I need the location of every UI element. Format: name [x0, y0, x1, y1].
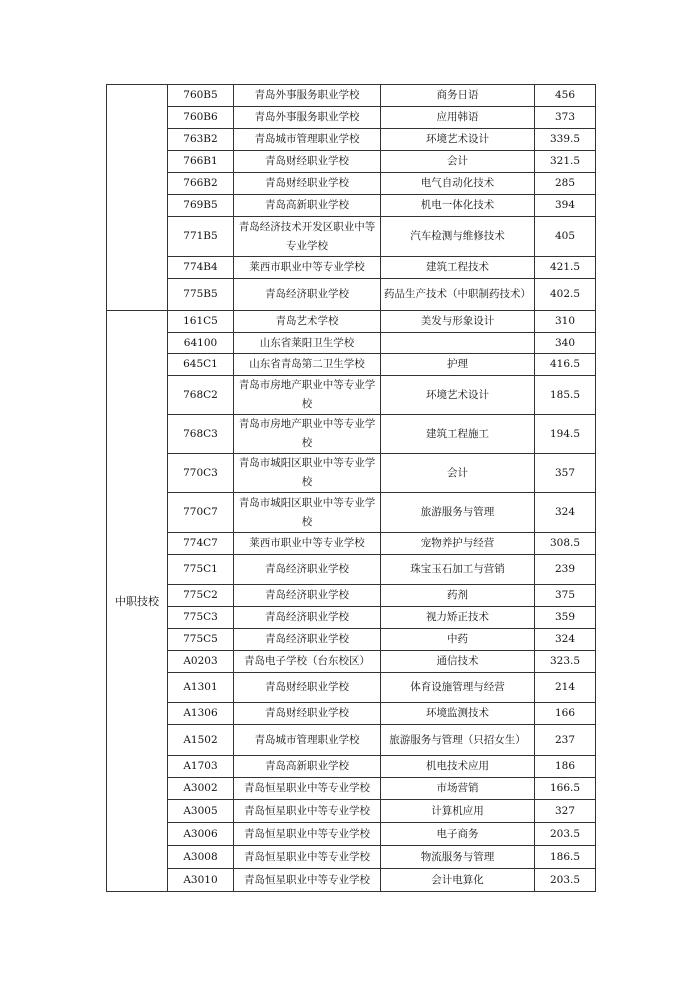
school-cell: 青岛恒星职业中等专业学校 [234, 846, 381, 869]
school-cell: 青岛经济职业学校 [234, 629, 381, 651]
score-cell: 321.5 [535, 151, 596, 173]
code-cell: 64100 [168, 333, 234, 354]
school-cell: 青岛市房地产职业中等专业学校 [234, 415, 381, 454]
table-row [107, 800, 596, 823]
score-cell: 285 [535, 173, 596, 195]
school-cell: 青岛市房地产职业中等专业学校 [234, 376, 381, 415]
table-row [107, 869, 596, 892]
table-row [107, 217, 596, 257]
score-cell: 357 [535, 454, 596, 493]
score-cell: 339.5 [535, 129, 596, 151]
score-cell: 324 [535, 629, 596, 651]
code-cell: 774B4 [168, 257, 234, 279]
code-cell: 763B2 [168, 129, 234, 151]
major-cell: 通信技术 [381, 651, 535, 673]
code-cell: 775C5 [168, 629, 234, 651]
score-cell: 214 [535, 673, 596, 703]
score-cell: 402.5 [535, 279, 596, 311]
school-cell: 莱西市职业中等专业学校 [234, 533, 381, 555]
table-row [107, 555, 596, 585]
table-row [107, 85, 596, 107]
major-cell: 环境监测技术 [381, 703, 535, 725]
major-cell: 护理 [381, 354, 535, 376]
table-row [107, 756, 596, 778]
category-cell: 中职技校 [107, 311, 168, 892]
school-cell: 青岛经济职业学校 [234, 585, 381, 607]
table-row [107, 454, 596, 493]
table-row [107, 279, 596, 311]
score-cell: 327 [535, 800, 596, 823]
score-cell: 186 [535, 756, 596, 778]
school-cell: 青岛恒星职业中等专业学校 [234, 823, 381, 846]
score-cell: 186.5 [535, 846, 596, 869]
school-cell: 青岛城市管理职业学校 [234, 725, 381, 756]
score-cell: 456 [535, 85, 596, 107]
code-cell: 775B5 [168, 279, 234, 311]
code-cell: 768C3 [168, 415, 234, 454]
code-cell: 769B5 [168, 195, 234, 217]
code-cell: 774C7 [168, 533, 234, 555]
table-row [107, 415, 596, 454]
major-cell: 会计 [381, 151, 535, 173]
table-row [107, 311, 596, 333]
code-cell: A1502 [168, 725, 234, 756]
school-cell: 青岛财经职业学校 [234, 173, 381, 195]
school-cell: 青岛财经职业学校 [234, 703, 381, 725]
major-cell: 计算机应用 [381, 800, 535, 823]
table-row [107, 629, 596, 651]
code-cell: A3002 [168, 778, 234, 800]
table-body [107, 85, 596, 892]
school-cell: 青岛城市管理职业学校 [234, 129, 381, 151]
school-cell: 青岛经济职业学校 [234, 555, 381, 585]
school-cell: 青岛高新职业学校 [234, 195, 381, 217]
major-cell: 汽车检测与维修技术 [381, 217, 535, 257]
code-cell: A1306 [168, 703, 234, 725]
code-cell: A0203 [168, 651, 234, 673]
major-cell: 建筑工程技术 [381, 257, 535, 279]
code-cell: A3006 [168, 823, 234, 846]
major-cell: 视力矫正技术 [381, 607, 535, 629]
major-cell: 商务日语 [381, 85, 535, 107]
school-cell: 青岛外事服务职业学校 [234, 107, 381, 129]
score-cell: 308.5 [535, 533, 596, 555]
school-cell: 青岛恒星职业中等专业学校 [234, 778, 381, 800]
school-cell: 青岛艺术学校 [234, 311, 381, 333]
school-cell: 青岛经济职业学校 [234, 279, 381, 311]
score-cell: 166.5 [535, 778, 596, 800]
code-cell: 766B2 [168, 173, 234, 195]
school-cell: 青岛财经职业学校 [234, 151, 381, 173]
table-row [107, 195, 596, 217]
table-row [107, 151, 596, 173]
major-cell: 应用韩语 [381, 107, 535, 129]
school-cell: 青岛恒星职业中等专业学校 [234, 869, 381, 892]
score-cell: 421.5 [535, 257, 596, 279]
code-cell: A3008 [168, 846, 234, 869]
table-row [107, 354, 596, 376]
major-cell: 体育设施管理与经营 [381, 673, 535, 703]
table-row [107, 533, 596, 555]
major-cell: 会计电算化 [381, 869, 535, 892]
table-row [107, 725, 596, 756]
score-cell: 340 [535, 333, 596, 354]
school-cell: 青岛市城阳区职业中等专业学校 [234, 493, 381, 533]
table-row [107, 376, 596, 415]
table-row [107, 846, 596, 869]
table-row [107, 651, 596, 673]
admission-score-table [106, 84, 596, 892]
score-cell: 203.5 [535, 823, 596, 846]
code-cell: 760B5 [168, 85, 234, 107]
code-cell: 770C3 [168, 454, 234, 493]
table-row [107, 173, 596, 195]
school-cell: 青岛经济职业学校 [234, 607, 381, 629]
major-cell [381, 333, 535, 354]
code-cell: 768C2 [168, 376, 234, 415]
table-row [107, 607, 596, 629]
table-row [107, 778, 596, 800]
score-cell: 359 [535, 607, 596, 629]
major-cell: 旅游服务与管理 [381, 493, 535, 533]
score-cell: 185.5 [535, 376, 596, 415]
table-row [107, 129, 596, 151]
score-cell: 394 [535, 195, 596, 217]
major-cell: 药品生产技术（中职制药技术） [381, 279, 535, 311]
major-cell: 电气自动化技术 [381, 173, 535, 195]
school-cell: 山东省莱阳卫生学校 [234, 333, 381, 354]
major-cell: 环境艺术设计 [381, 129, 535, 151]
major-cell: 环境艺术设计 [381, 376, 535, 415]
code-cell: 771B5 [168, 217, 234, 257]
major-cell: 旅游服务与管理（只招女生） [381, 725, 535, 756]
major-cell: 物流服务与管理 [381, 846, 535, 869]
table-row [107, 333, 596, 354]
code-cell: 775C1 [168, 555, 234, 585]
major-cell: 市场营销 [381, 778, 535, 800]
school-cell: 青岛市城阳区职业中等专业学校 [234, 454, 381, 493]
school-cell: 青岛高新职业学校 [234, 756, 381, 778]
table-row [107, 493, 596, 533]
code-cell: 760B6 [168, 107, 234, 129]
major-cell: 药剂 [381, 585, 535, 607]
score-cell: 323.5 [535, 651, 596, 673]
score-cell: 203.5 [535, 869, 596, 892]
code-cell: 161C5 [168, 311, 234, 333]
score-cell: 194.5 [535, 415, 596, 454]
code-cell: 775C3 [168, 607, 234, 629]
score-cell: 166 [535, 703, 596, 725]
school-cell: 山东省青岛第二卫生学校 [234, 354, 381, 376]
code-cell: 766B1 [168, 151, 234, 173]
score-cell: 310 [535, 311, 596, 333]
code-cell: 645C1 [168, 354, 234, 376]
table-row [107, 823, 596, 846]
school-cell: 青岛恒星职业中等专业学校 [234, 800, 381, 823]
school-cell: 青岛财经职业学校 [234, 673, 381, 703]
major-cell: 机电一体化技术 [381, 195, 535, 217]
code-cell: A3005 [168, 800, 234, 823]
category-cell [107, 85, 168, 311]
score-cell: 324 [535, 493, 596, 533]
score-cell: 375 [535, 585, 596, 607]
table-row [107, 673, 596, 703]
major-cell: 会计 [381, 454, 535, 493]
major-cell: 宠物养护与经营 [381, 533, 535, 555]
table-row [107, 703, 596, 725]
code-cell: A1703 [168, 756, 234, 778]
school-cell: 莱西市职业中等专业学校 [234, 257, 381, 279]
school-cell: 青岛电子学校（台东校区） [234, 651, 381, 673]
school-cell: 青岛经济技术开发区职业中等专业学校 [234, 217, 381, 257]
code-cell: A3010 [168, 869, 234, 892]
score-cell: 405 [535, 217, 596, 257]
code-cell: 775C2 [168, 585, 234, 607]
major-cell: 珠宝玉石加工与营销 [381, 555, 535, 585]
major-cell: 中药 [381, 629, 535, 651]
score-cell: 373 [535, 107, 596, 129]
table-row [107, 257, 596, 279]
code-cell: A1301 [168, 673, 234, 703]
score-cell: 416.5 [535, 354, 596, 376]
score-cell: 237 [535, 725, 596, 756]
major-cell: 电子商务 [381, 823, 535, 846]
table-row [107, 107, 596, 129]
code-cell: 770C7 [168, 493, 234, 533]
school-cell: 青岛外事服务职业学校 [234, 85, 381, 107]
major-cell: 建筑工程施工 [381, 415, 535, 454]
major-cell: 机电技术应用 [381, 756, 535, 778]
score-cell: 239 [535, 555, 596, 585]
table-row [107, 585, 596, 607]
major-cell: 美发与形象设计 [381, 311, 535, 333]
